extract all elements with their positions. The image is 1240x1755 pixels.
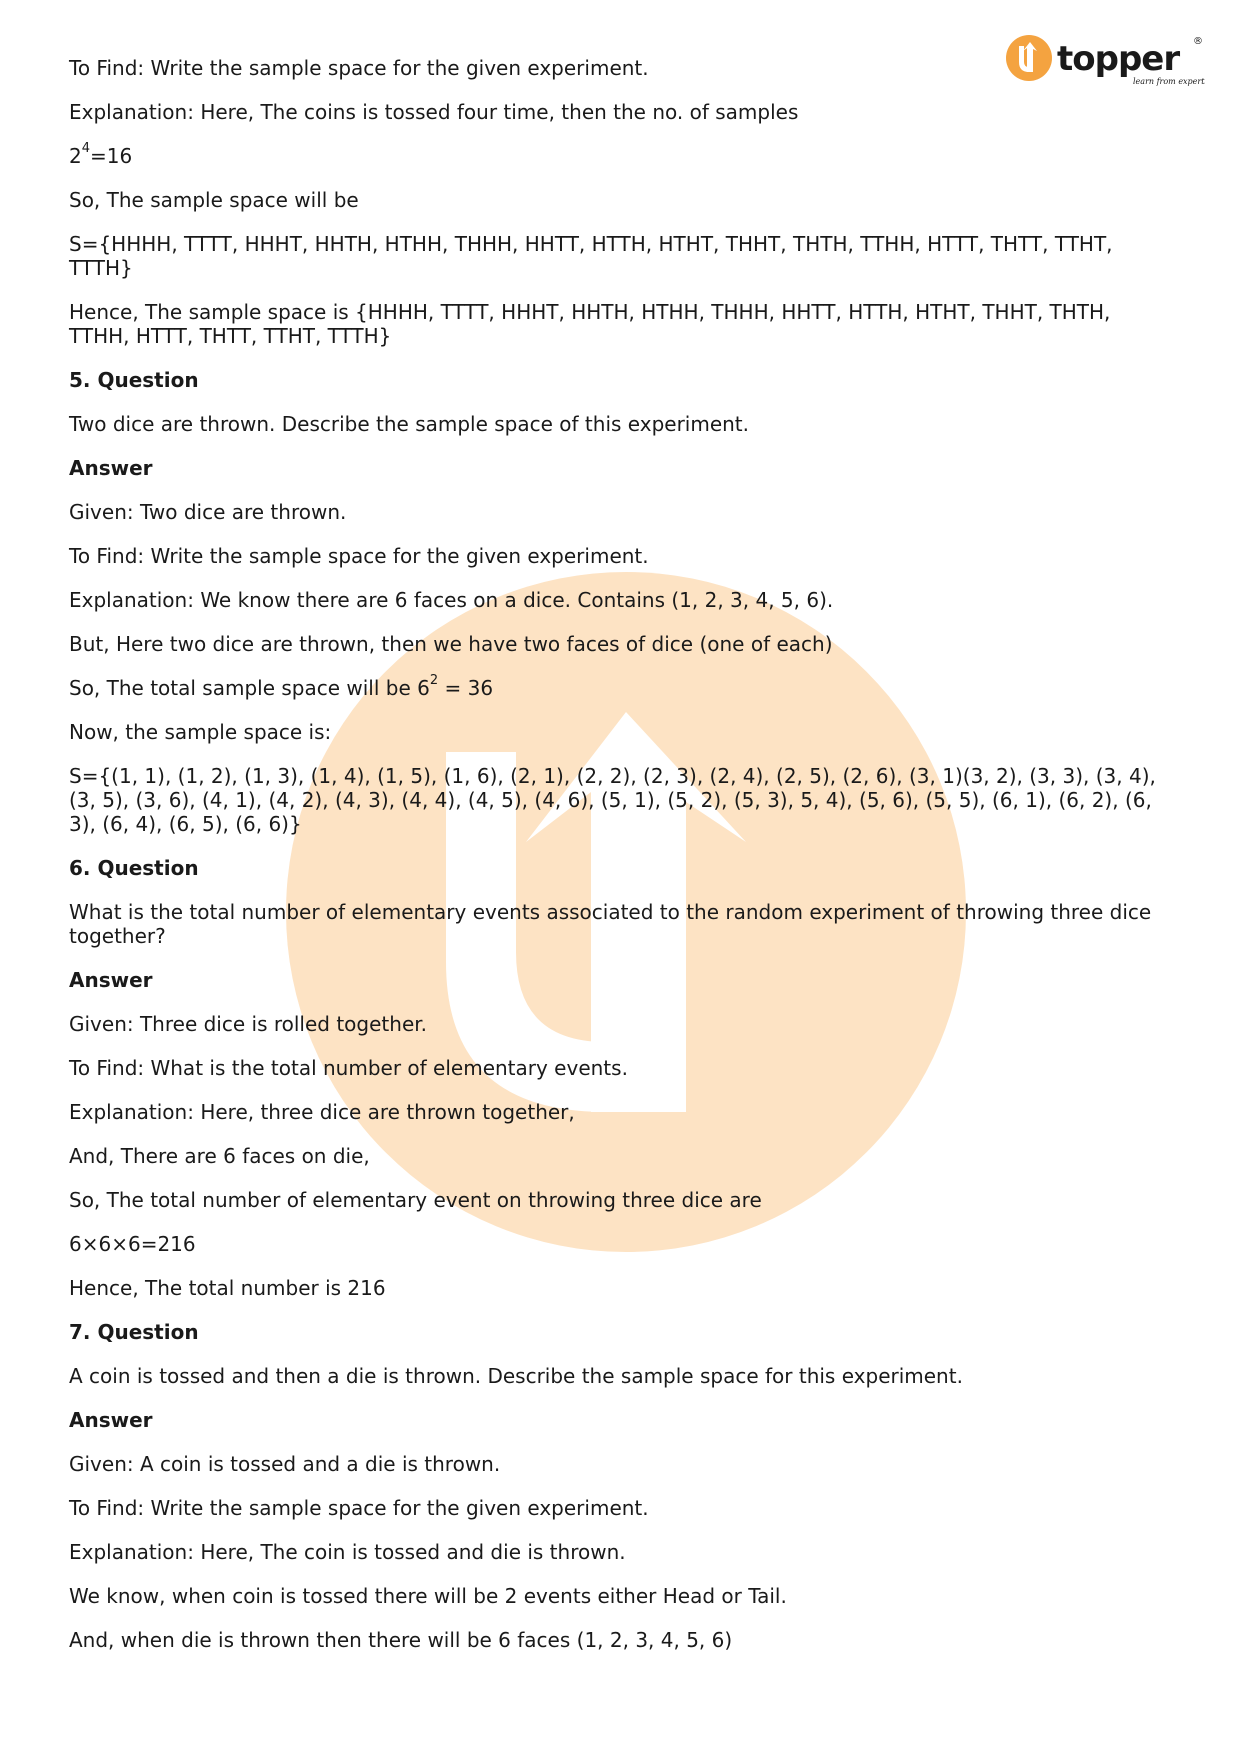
question-5-heading: 5. Question	[69, 368, 199, 392]
to-find-line: To Find: What is the total number of elementary events.	[69, 1056, 628, 1080]
logo-registered-mark: ®	[1193, 36, 1203, 47]
explanation-line: And, There are 6 faces on die,	[69, 1144, 370, 1168]
logo-tagline: learn from experts	[1133, 77, 1205, 86]
sample-space-intro: So, The sample space will be	[69, 188, 359, 212]
page-content	[69, 56, 1169, 1672]
question-6-text: What is the total number of elementary events associated to the random experiment of throwing three dice together?	[69, 900, 1152, 948]
to-find-line: To Find: Write the sample space for the given experiment.	[69, 544, 649, 568]
to-find-line: To Find: Write the sample space for the given experiment.	[69, 1496, 649, 1520]
given-line: Given: A coin is tossed and a die is thrown.	[69, 1452, 501, 1476]
explanation-line: But, Here two dice are thrown, then we have two faces of dice (one of each)	[69, 632, 833, 656]
logo-wordmark: topper	[1057, 39, 1180, 79]
power-equation: $2^4=16$	[69, 141, 133, 168]
explanation-line: Explanation: Here, three dice are thrown together,	[69, 1100, 575, 1124]
given-line: Given: Three dice is rolled together.	[69, 1012, 427, 1036]
total-sample-space: So, The total sample space will be $6^2 = 36$	[69, 673, 494, 700]
explanation-line: Explanation: Here, The coin is tossed and die is thrown.	[69, 1540, 626, 1564]
explanation-line: Explanation: Here, The coins is tossed four time, then the no. of samples	[69, 100, 799, 124]
question-7-text: A coin is tossed and then a die is thrown. Describe the sample space for this experiment.	[69, 1364, 963, 1388]
question-5-text: Two dice are thrown. Describe the sample space of this experiment.	[69, 412, 750, 436]
sample-space-set: S={HHHH, TTTT, HHHT, HHTH, HTHH, THHH, HHTT, HTTH, HTHT, THHT, THTH, TTHH, HTTT, THTT, TTHT, TTTH}	[69, 232, 1113, 280]
explanation-line: So, The total number of elementary event on throwing three dice are	[69, 1188, 762, 1212]
question-6-heading: 6. Question	[69, 856, 199, 880]
topper-logo	[1005, 32, 1205, 92]
to-find-line: To Find: Write the sample space for the given experiment.	[69, 56, 649, 80]
answer-6-heading: Answer	[69, 968, 153, 992]
explanation-line: And, when die is thrown then there will be 6 faces (1, 2, 3, 4, 5, 6)	[69, 1628, 733, 1652]
sample-space-conclusion: Hence, The sample space is {HHHH, TTTT, HHHT, HHTH, HTHH, THHH, HHTT, HTTH, HTHT, THHT, THTH, TTHH, HTTT, THTT, TTHT, TTTH}	[69, 300, 1111, 348]
question-7-heading: 7. Question	[69, 1320, 199, 1344]
sample-space-set: S={(1, 1), (1, 2), (1, 3), (1, 4), (1, 5), (1, 6), (2, 1), (2, 2), (2, 3), (2, 4), (2, 5), (2, 6), (3, 1)(3, 2), (3, 3), (3, 4), (3, 5), (3, 6), (4, 1), (4, 2), (4, 3), (4, 4), (4, 5), (4, 6), (5, 1), (5, 2), (5, 3), 5, 4), (5, 6), (5, 5), (6, 1), (6, 2), (6, 3), (6, 4), (6, 5), (6, 6)}	[69, 764, 1156, 836]
explanation-line: We know, when coin is tossed there will be 2 events either Head or Tail.	[69, 1584, 787, 1608]
answer-5-heading: Answer	[69, 456, 153, 480]
explanation-line: Explanation: We know there are 6 faces on a dice. Contains (1, 2, 3, 4, 5, 6).	[69, 588, 834, 612]
sample-space-intro: Now, the sample space is:	[69, 720, 332, 744]
conclusion-line: Hence, The total number is 216	[69, 1276, 386, 1300]
calculation-line: 6×6×6=216	[69, 1232, 196, 1256]
given-line: Given: Two dice are thrown.	[69, 500, 347, 524]
answer-7-heading: Answer	[69, 1408, 153, 1432]
